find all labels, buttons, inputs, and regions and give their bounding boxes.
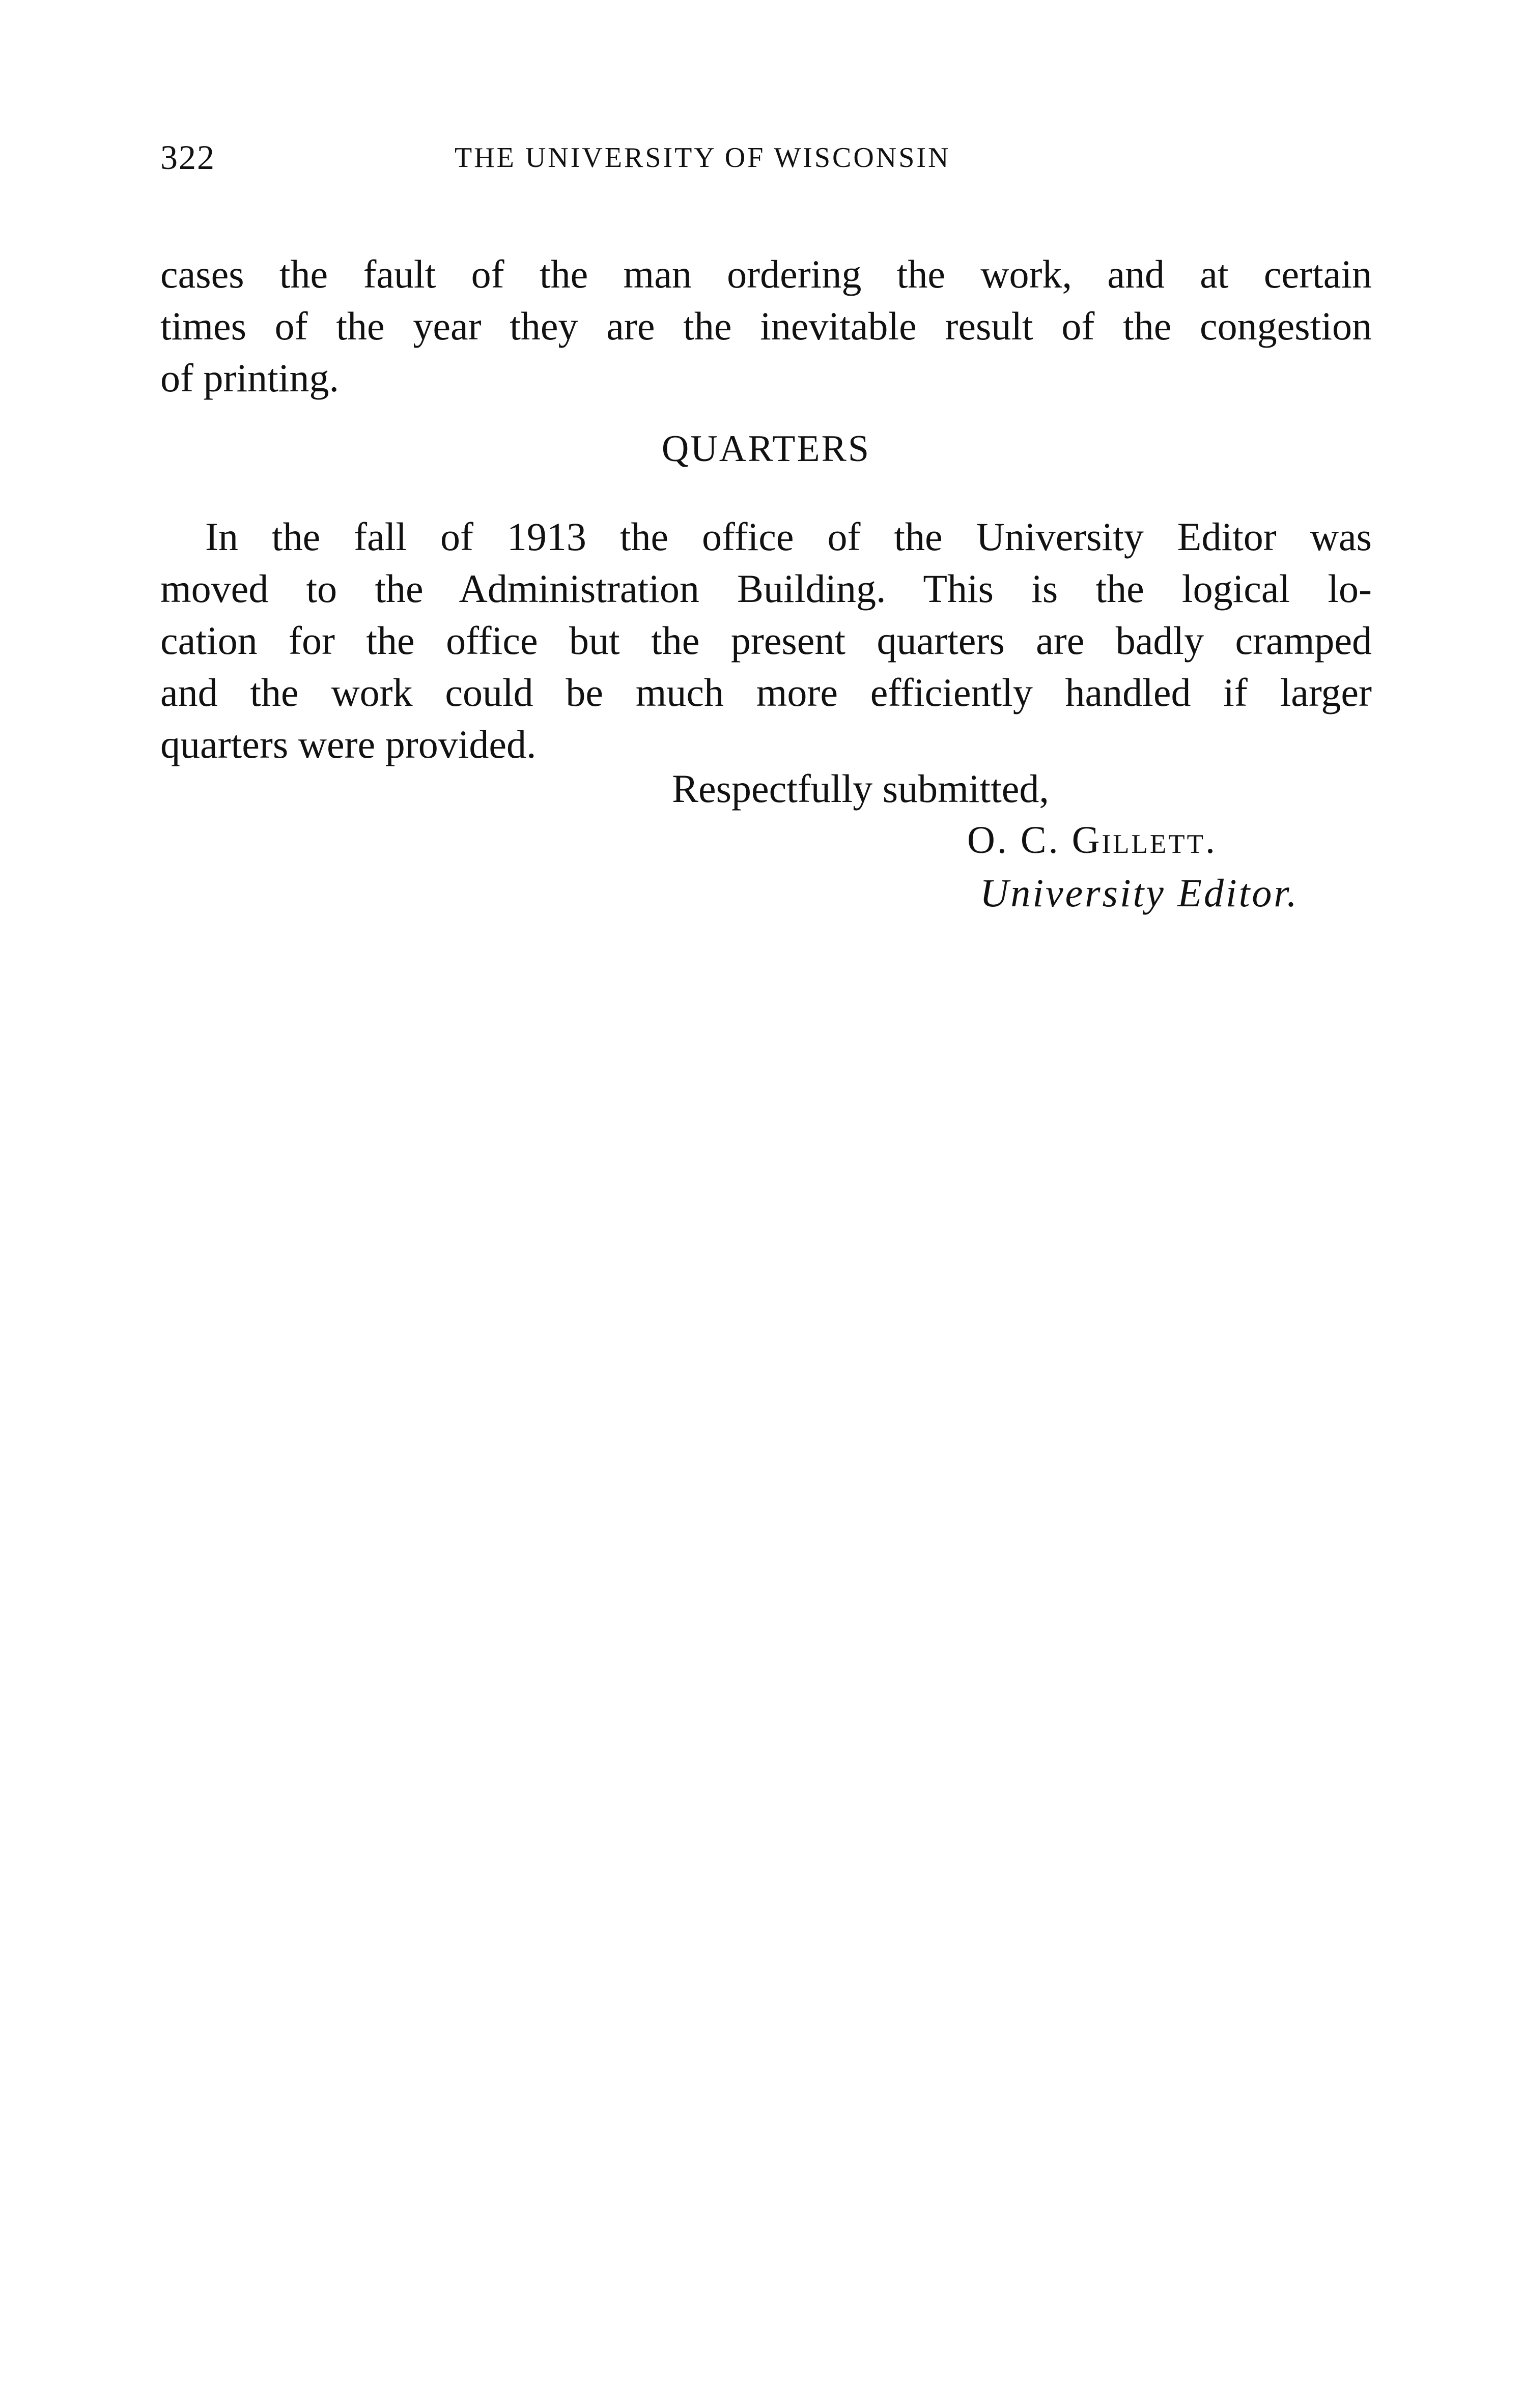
paragraph-line: In the fall of 1913 the office of the University Editor was [205,514,1372,559]
page-number: 322 [160,138,215,177]
paragraph-line: quarters were provided. [160,722,537,766]
section-heading: QUARTERS [661,428,871,470]
paragraph-line: cation for the office but the present quarters are badly cramped [160,618,1372,663]
paragraph-line: moved to the Administration Building. This is the logical lo- [160,566,1372,611]
paragraph-line: and the work could be much more efficiently handled if larger [160,670,1372,714]
paragraph-line: of printing. [160,356,339,400]
paragraph-quarters [160,511,1372,770]
page-header [160,137,1372,183]
paragraph-continued [160,248,1372,404]
signature-title: University Editor. [980,871,1299,915]
paragraph-line: times of the year they are the inevitable result of the congestion [160,304,1372,348]
signature-name: O. C. Gillett. [967,819,1217,862]
paragraph-line: cases the fault of the man ordering the work, and at certain [160,252,1372,296]
running-head: THE UNIVERSITY OF WISCONSIN [455,142,951,174]
signature-closing: Respectfully submitted, [672,766,1049,811]
